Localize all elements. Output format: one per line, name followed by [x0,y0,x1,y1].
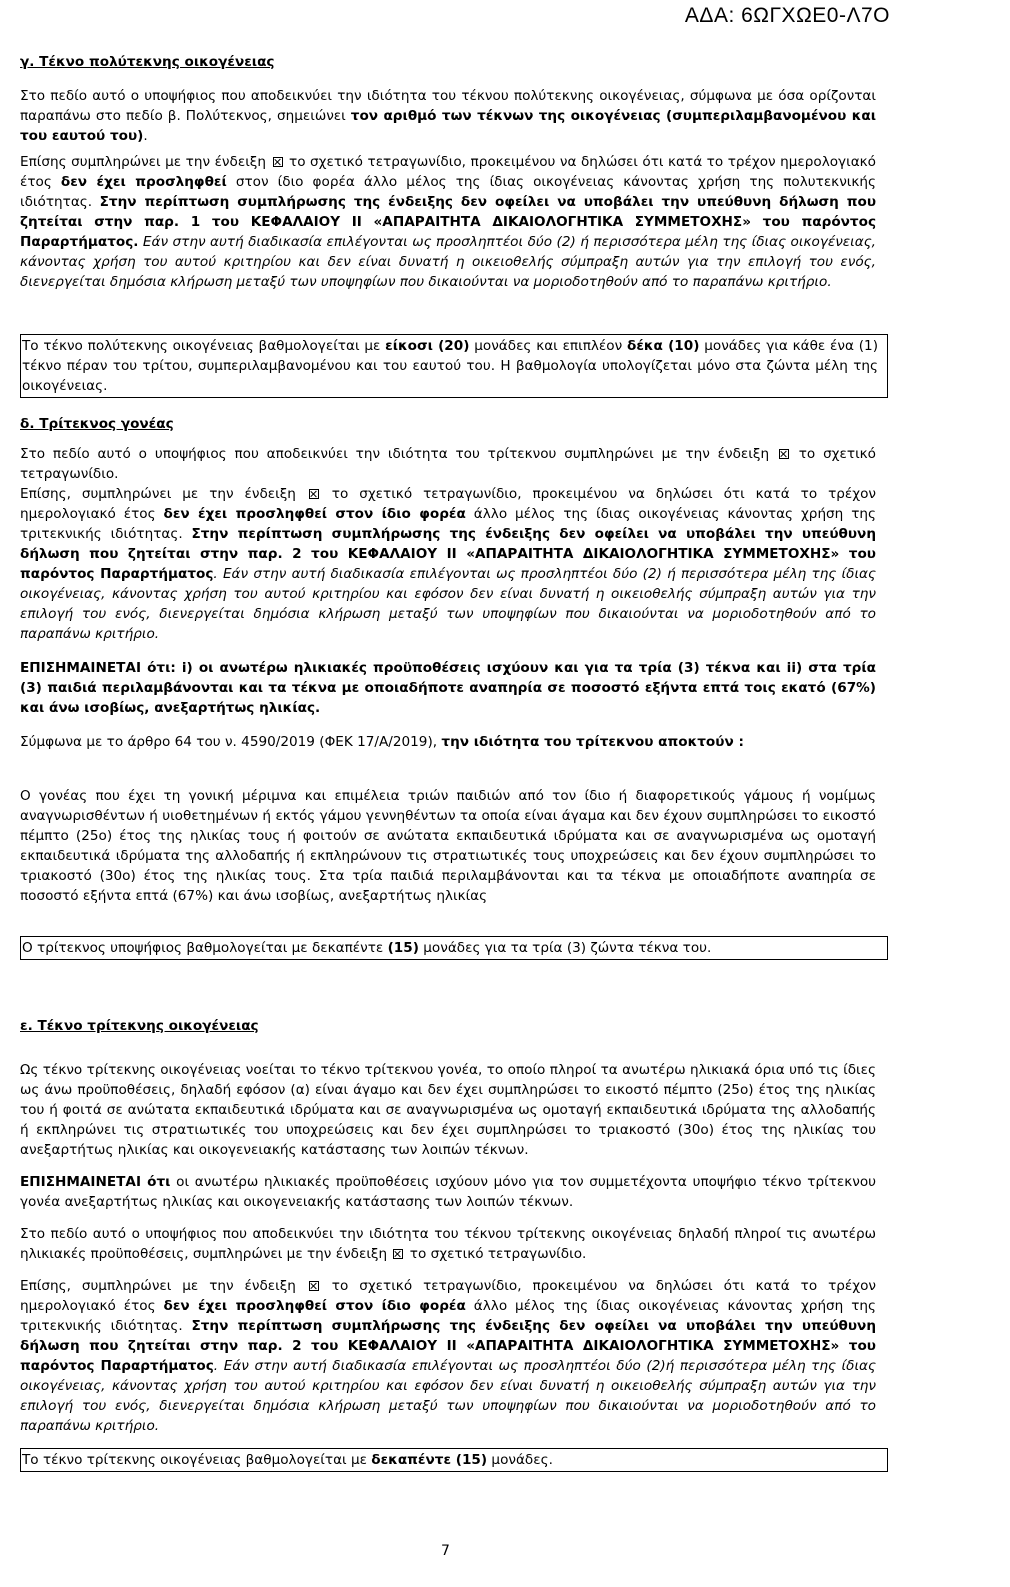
score-box-g: Το τέκνο πολύτεκνης οικογένειας βαθμολογείται με είκοσι (20) μονάδες και επιπλέον δέκα (10) μονάδες για κάθε ένα (1) τέκνο πέραν του τρίτου, συμπεριλαμβανομένου και του εαυτού του. Η βαθμολογία υπολογίζεται μόνο στα ζώντα μέλη της οικογένειας. [20,334,888,398]
section-heading-d: δ. Τρίτεκνος γονέας [20,416,174,432]
section-heading-g: γ. Τέκνο πολύτεκνης οικογένειας [20,54,275,70]
checkbox-x-icon [393,1249,403,1259]
section-d-paragraph-2: Επίσης, συμπληρώνει με την ένδειξη το σχετικό τετραγωνίδιο, προκειμένου να δηλώσει ότι κατά το τρέχον ημερολογιακό έτος δεν έχει προσληφθεί στον ίδιο φορέα άλλο μέλος της ίδιας οικογένειας κάνοντας χρήση της τριτεκνικής ιδιότητας. Στην περίπτωση συμπλήρωσης της ένδειξης δεν οφείλει να υποβάλει την υπεύθυνη δήλωση που ζητείται στην παρ. 2 του ΚΕΦΑΛΑΙΟΥ ΙΙ «ΑΠΑΡΑΙΤΗΤΑ ΔΙΚΑΙΟΛΟΓΗΤΙΚΑ ΣΥΜΜΕΤΟΧΗΣ» του παρόντος Παραρτήματος. Εάν στην αυτή διαδικασία επιλέγονται ως προσληπτέοι δύο (2) ή περισσότερα μέλη της ίδιας οικογένειας, κάνοντας χρήση του αυτού κριτηρίου και εφόσον δεν είναι δυνατή η οικειοθελής σύμπραξη αυτών για την επιλογή του ενός, διενεργείται δημόσια κλήρωση μεταξύ των υποψηφίων που δικαιούνται να μοριοδοτηθούν από το παραπάνω κριτήριο. [20,486,877,642]
document-body [20,52,879,1472]
section-d-law: Σύμφωνα με το άρθρο 64 του ν. 4590/2019 (ΦΕΚ 17/Α/2019), την ιδιότητα του τρίτεκνου αποκτούν : [20,734,744,750]
section-d-paragraph-1: Στο πεδίο αυτό ο υποψήφιος που αποδεικνύει την ιδιότητα του τρίτεκνου συμπληρώνει με την ένδειξη το σχετικό τετραγωνίδιο. [20,446,876,482]
checkbox-x-icon [273,157,283,167]
section-e-paragraph-4: Επίσης, συμπληρώνει με την ένδειξη το σχετικό τετραγωνίδιο, προκειμένου να δηλώσει ότι κατά το τρέχον ημερολογιακό έτος δεν έχει προσληφθεί στον ίδιο φορέα άλλο μέλος της ίδιας οικογένειας κάνοντας χρήση της τριτεκνικής ιδιότητας. Στην περίπτωση συμπλήρωσης της ένδειξης δεν οφείλει να υποβάλει την υπεύθυνη δήλωση που ζητείται στην παρ. 2 του ΚΕΦΑΛΑΙΟΥ ΙΙ «ΑΠΑΡΑΙΤΗΤΑ ΔΙΚΑΙΟΛΟΓΗΤΙΚΑ ΣΥΜΜΕΤΟΧΗΣ» του παρόντος Παραρτήματος. Εάν στην αυτή διαδικασία επιλέγονται ως προσληπτέοι δύο (2)ή περισσότερα μέλη της ίδιας οικογένειας, κάνοντας χρήση του αυτού κριτηρίου και εφόσον δεν είναι δυνατή η οικειοθελής σύμπραξη αυτών για την επιλογή του ενός, διενεργείται δημόσια κλήρωση μεταξύ των υποψηφίων που δικαιούνται να μοριοδοτηθούν από το παραπάνω κριτήριο. [20,1278,877,1434]
section-e-paragraph-3: Στο πεδίο αυτό ο υποψήφιος που αποδεικνύει την ιδιότητα του τέκνου τρίτεκνης οικογένειας δηλαδή πληροί τις ανωτέρω ηλικιακές προϋποθέσεις, συμπληρώνει με την ένδειξη το σχετικό τετραγωνίδιο. [20,1226,876,1262]
section-g-paragraph-1: Στο πεδίο αυτό ο υποψήφιος που αποδεικνύει την ιδιότητα του τέκνου πολύτεκνης οικογένειας, σύμφωνα με όσα ορίζονται παραπάνω στο πεδίο β. Πολύτεκνος, σημειώνει τον αριθμό των τέκνων της οικογένειας (συμπεριλαμβανομένου και του εαυτού του). [20,88,877,144]
section-g-paragraph-2: Επίσης συμπληρώνει με την ένδειξη το σχετικό τετραγωνίδιο, προκειμένου να δηλώσει ότι κατά το τρέχον ημερολογιακό έτος δεν έχει προσληφθεί στον ίδιο φορέα άλλο μέλος της ίδιας οικογένειας κάνοντας χρήση της πολυτεκνικής ιδιότητας. Στην περίπτωση συμπλήρωσης της ένδειξης δεν οφείλει να υποβάλει την υπεύθυνη δήλωση που ζητείται στην παρ. 1 του ΚΕΦΑΛΑΙΟΥ ΙΙ «ΑΠΑΡΑΙΤΗΤΑ ΔΙΚΑΙΟΛΟΓΗΤΙΚΑ ΣΥΜΜΕΤΟΧΗΣ» του παρόντος Παραρτήματος. Εάν στην αυτή διαδικασία επιλέγονται ως προσληπτέοι δύο (2) ή περισσότερα μέλη της ίδιας οικογένειας, κάνοντας χρήση του αυτού κριτηρίου και δεν είναι δυνατή η οικειοθελής σύμπραξη αυτών για την επιλογή του ενός, διενεργείται δημόσια κλήρωση μεταξύ των υποψηφίων που δικαιούνται να μοριοδοτηθούν από το παραπάνω κριτήριο. [20,154,877,290]
score-box-d: Ο τρίτεκνος υποψήφιος βαθμολογείται με δεκαπέντε (15) μονάδες για τα τρία (3) ζώντα τέκνα του. [20,936,888,960]
section-d-definition: Ο γονέας που έχει τη γονική μέριμνα και επιμέλεια τριών παιδιών από τον ίδιο ή διαφορετικούς γάμους ή νομίμως αναγνωρισθέντων ή υιοθετημένων ή εκτός γάμου γεννηθέντων τα οποία είναι άγαμα και δεν έχουν συμπληρώσει το εικοστό πέμπτο (25ο) έτος της ηλικίας τους ή φοιτούν σε ανώτατα εκπαιδευτικά ιδρύματα και σε αναγνωρισμένα ως ομοταγή εκπαιδευτικά ιδρύματα της αλλοδαπής ή εκπληρώνουν τις στρατιωτικές τους υποχρεώσεις και δεν έχουν συμπληρώσει το τριακοστό (30ο) έτος της ηλικίας τους. Στα τρία παιδιά περιλαμβάνονται και τα τέκνα με οποιαδήποτε αναπηρία σε ποσοστό εξήντα επτά (67%) και άνω ισοβίως, ανεξαρτήτως ηλικίας [20,788,876,904]
checkbox-x-icon [309,489,319,499]
checkbox-x-icon [309,1281,319,1291]
ada-code: ΑΔΑ: 6ΩΓΧΩΕ0-Λ7Ο [684,4,890,27]
section-e-paragraph-2: ΕΠΙΣΗΜΑΙΝΕΤΑΙ ότι οι ανωτέρω ηλικιακές προϋποθέσεις ισχύουν μόνο για τον συμμετέχοντα υποψήφιο τέκνο τρίτεκνου γονέα ανεξαρτήτως ηλικίας και οικογενειακής κατάστασης των λοιπών τέκνων. [20,1174,877,1210]
checkbox-x-icon [779,449,789,459]
section-e-paragraph-1: Ως τέκνο τρίτεκνης οικογένειας νοείται το τέκνο τρίτεκνου γονέα, το οποίο πληροί τα ανωτέρω ηλικιακά όρια υπό τις ίδιες ως άνω προϋποθέσεις, δηλαδή εφόσον (α) είναι άγαμο και δεν έχει συμπληρώσει το εικοστό πέμπτο (25ο) έτος της ηλικίας του ή φοιτά σε ανώτατα εκπαιδευτικά ιδρύματα και σε αναγνωρισμένα ως ομοταγή εκπαιδευτικά ιδρύματα της αλλοδαπής ή εκπληρώνει τις στρατιωτικές του υποχρεώσεις και δεν έχει συμπληρώσει το τριακοστό (30ο) έτος της ηλικίας του ανεξαρτήτως ηλικίας και οικογενειακής κατάστασης των λοιπών τέκνων. [20,1062,876,1158]
score-box-e: Το τέκνο τρίτεκνης οικογένειας βαθμολογείται με δεκαπέντε (15) μονάδες. [20,1448,888,1472]
section-d-note: ΕΠΙΣΗΜΑΙΝΕΤΑΙ ότι: i) οι ανωτέρω ηλικιακές προϋποθέσεις ισχύουν και για τα τρία (3) τέκνα και ii) στα τρία (3) παιδιά περιλαμβάνονται και τα τέκνα με οποιαδήποτε αναπηρία σε ποσοστό εξήντα επτά τοις εκατό (67%) και άνω ισοβίως, ανεξαρτήτως ηλικίας. [20,660,876,716]
page-number: 7 [441,1543,450,1559]
section-heading-e: ε. Τέκνο τρίτεκνης οικογένειας [20,1018,259,1034]
